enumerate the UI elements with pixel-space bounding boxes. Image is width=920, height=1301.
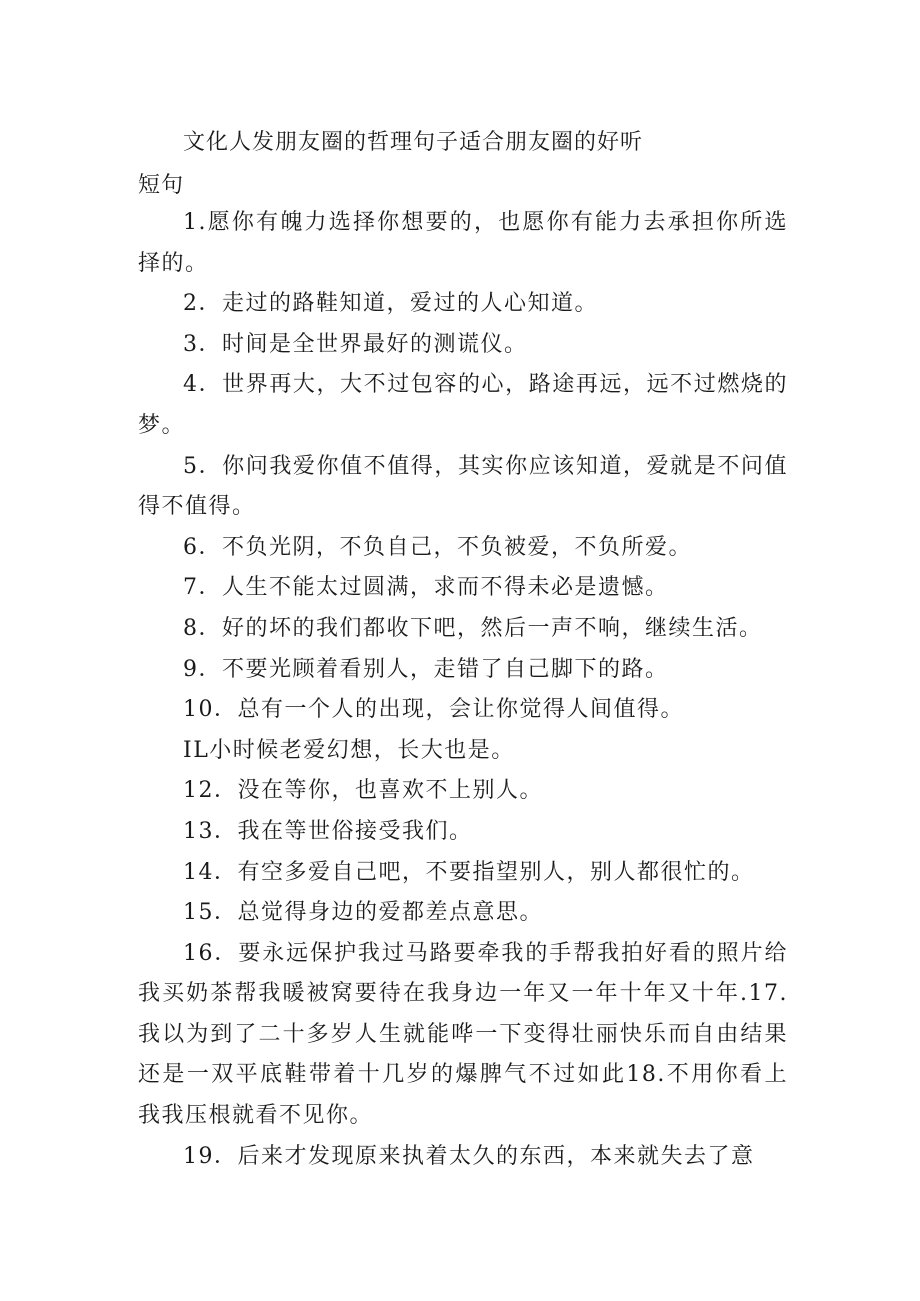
list-item: 16．要永远保护我过马路要牵我的手帮我拍好看的照片给我买奶茶帮我暖被窝要待在我身边一年又一年十年又十年.17.我以为到了二十多岁人生就能哗一下变得壮丽快乐而自由结果还是一双平底鞋带着十几岁的爆脾气不过如此18.不用你看上我我压根就看不见你。 xyxy=(138,940,788,1129)
document-title: 文化人发朋友圈的哲理句子适合朋友圈的好听 xyxy=(183,130,644,155)
list-item: 12．没在等你，也喜欢不上别人。 xyxy=(183,778,543,804)
list-item: 15．总觉得身边的爱都差点意思。 xyxy=(183,900,543,926)
list-item: 13．我在等世俗接受我们。 xyxy=(183,818,473,844)
document-body xyxy=(138,203,788,1177)
list-item: 6．不负光阴，不负自己，不负被爱，不负所爱。 xyxy=(183,534,692,560)
list-item: 4．世界再大，大不过包容的心，路途再远，远不过燃烧的梦。 xyxy=(138,372,788,438)
list-item: 19．后来才发现原来执着太久的东西，本来就失去了意 xyxy=(183,1143,755,1169)
list-item: IL小时候老爱幻想，长大也是。 xyxy=(183,737,515,763)
list-item: 3．时间是全世界最好的测谎仪。 xyxy=(183,331,528,357)
list-item: 5．你问我爱你值不值得，其实你应该知道，爱就是不问值得不值得。 xyxy=(138,453,788,520)
list-item: 1.愿你有魄力选择你想要的，也愿你有能力去承担你所选择的。 xyxy=(138,210,788,276)
list-item: 10．总有一个人的出现，会让你觉得人间值得。 xyxy=(183,697,684,723)
list-item: 14．有空多爱自己吧，不要指望别人，别人都很忙的。 xyxy=(183,859,755,885)
list-item: 8．好的坏的我们都收下吧，然后一声不响，继续生活。 xyxy=(183,615,763,641)
list-item: 7．人生不能太过圆满，求而不得未必是遗憾。 xyxy=(183,575,669,601)
list-item: 2．走过的路鞋知道，爱过的人心知道。 xyxy=(183,291,598,317)
list-item: 9．不要光顾着看别人，走错了自己脚下的路。 xyxy=(183,656,669,682)
document-title-continued: 短句 xyxy=(138,173,185,198)
